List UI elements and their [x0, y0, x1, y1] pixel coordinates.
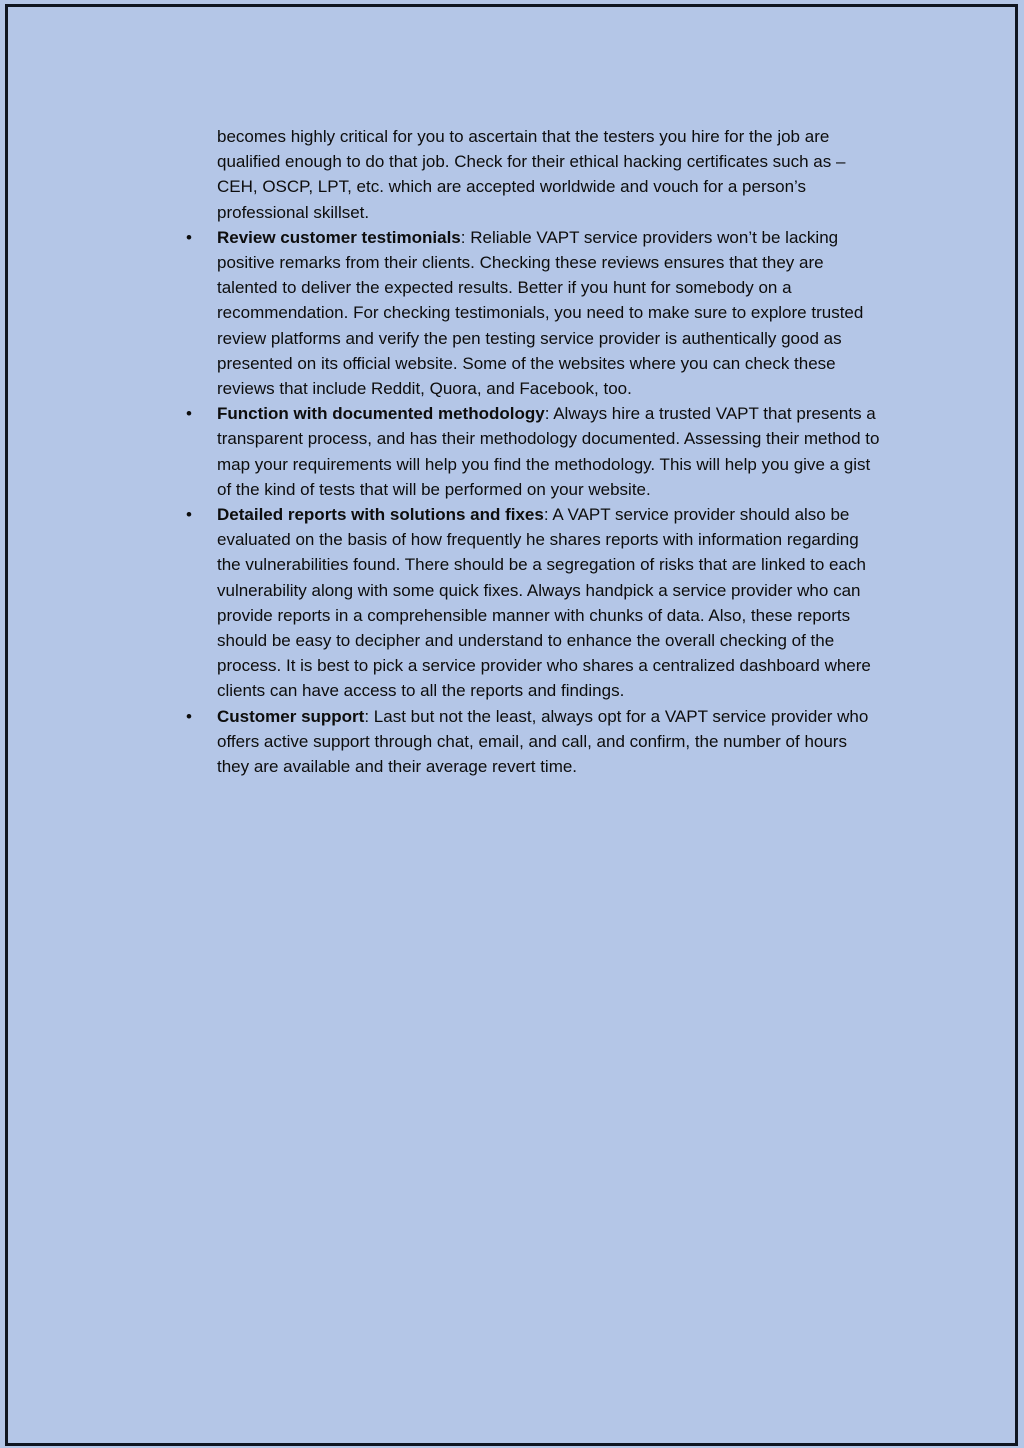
list-item-text: A VAPT service provider should also be evaluated on the basis of how frequently he shares reports with information regarding the vulnerabilities found. There should be a segregation of risks that are linked to each vulnerability along with some quick fixes. Always handpick a service provider who can provide reports in a comprehensible manner with chunks of data. Also, these reports should be easy to decipher and understand to enhance the overall checking of the process. It is best to pick a service provider who shares a centralized dashboard where clients can have access to all the reports and findings. — [217, 505, 871, 701]
list-item-term: Function with documented methodology — [217, 404, 545, 424]
list-item-term: Customer support — [217, 706, 365, 726]
list-item — [186, 502, 882, 704]
list-item-text: Always hire a trusted VAPT that presents a transparent process, and has their methodology documented. Assessing their method to map your requirements will help you find the methodology. This will help you give a gist of the kind of tests that will be performed on your website. — [217, 404, 880, 499]
criteria-list — [186, 225, 882, 779]
list-item-separator: : — [460, 227, 466, 247]
bullet-icon: • — [186, 505, 192, 525]
list-item — [186, 401, 882, 502]
bullet-icon: • — [186, 404, 192, 424]
bullet-icon: • — [186, 706, 192, 726]
list-item-text: Reliable VAPT service providers won’t be lacking positive remarks from their clients. Checking these reviews ensures that they are talented to deliver the expected results. Better if you hunt for somebody on a recommendation. For checking testimonials, you need to make sure to explore trusted review platforms and verify the pen testing service provider is authentically good as presented on its official website. Some of the websites where you can check these reviews that include Reddit, Quora, and Facebook, too. — [217, 227, 864, 399]
list-item-text: Last but not the least, always opt for a VAPT service provider who offers active support through chat, email, and call, and confirm, the number of hours they are available and their average revert time. — [217, 706, 869, 777]
list-item — [186, 704, 882, 780]
document-body — [186, 124, 882, 779]
list-item — [186, 225, 882, 401]
intro-paragraph: becomes highly critical for you to ascertain that the testers you hire for the job are qualified enough to do that job. Check for their ethical hacking certificates such as – CEH, OSCP, LPT, etc. which are accepted worldwide and vouch for a person’s professional skillset. — [217, 127, 846, 222]
list-item-separator: : — [364, 706, 370, 726]
bullet-icon: • — [186, 227, 192, 247]
list-item-separator: : — [544, 404, 550, 424]
list-item-separator: : — [543, 505, 549, 525]
list-item-term: Review customer testimonials — [217, 227, 461, 247]
list-item-term: Detailed reports with solutions and fixes — [217, 505, 544, 525]
